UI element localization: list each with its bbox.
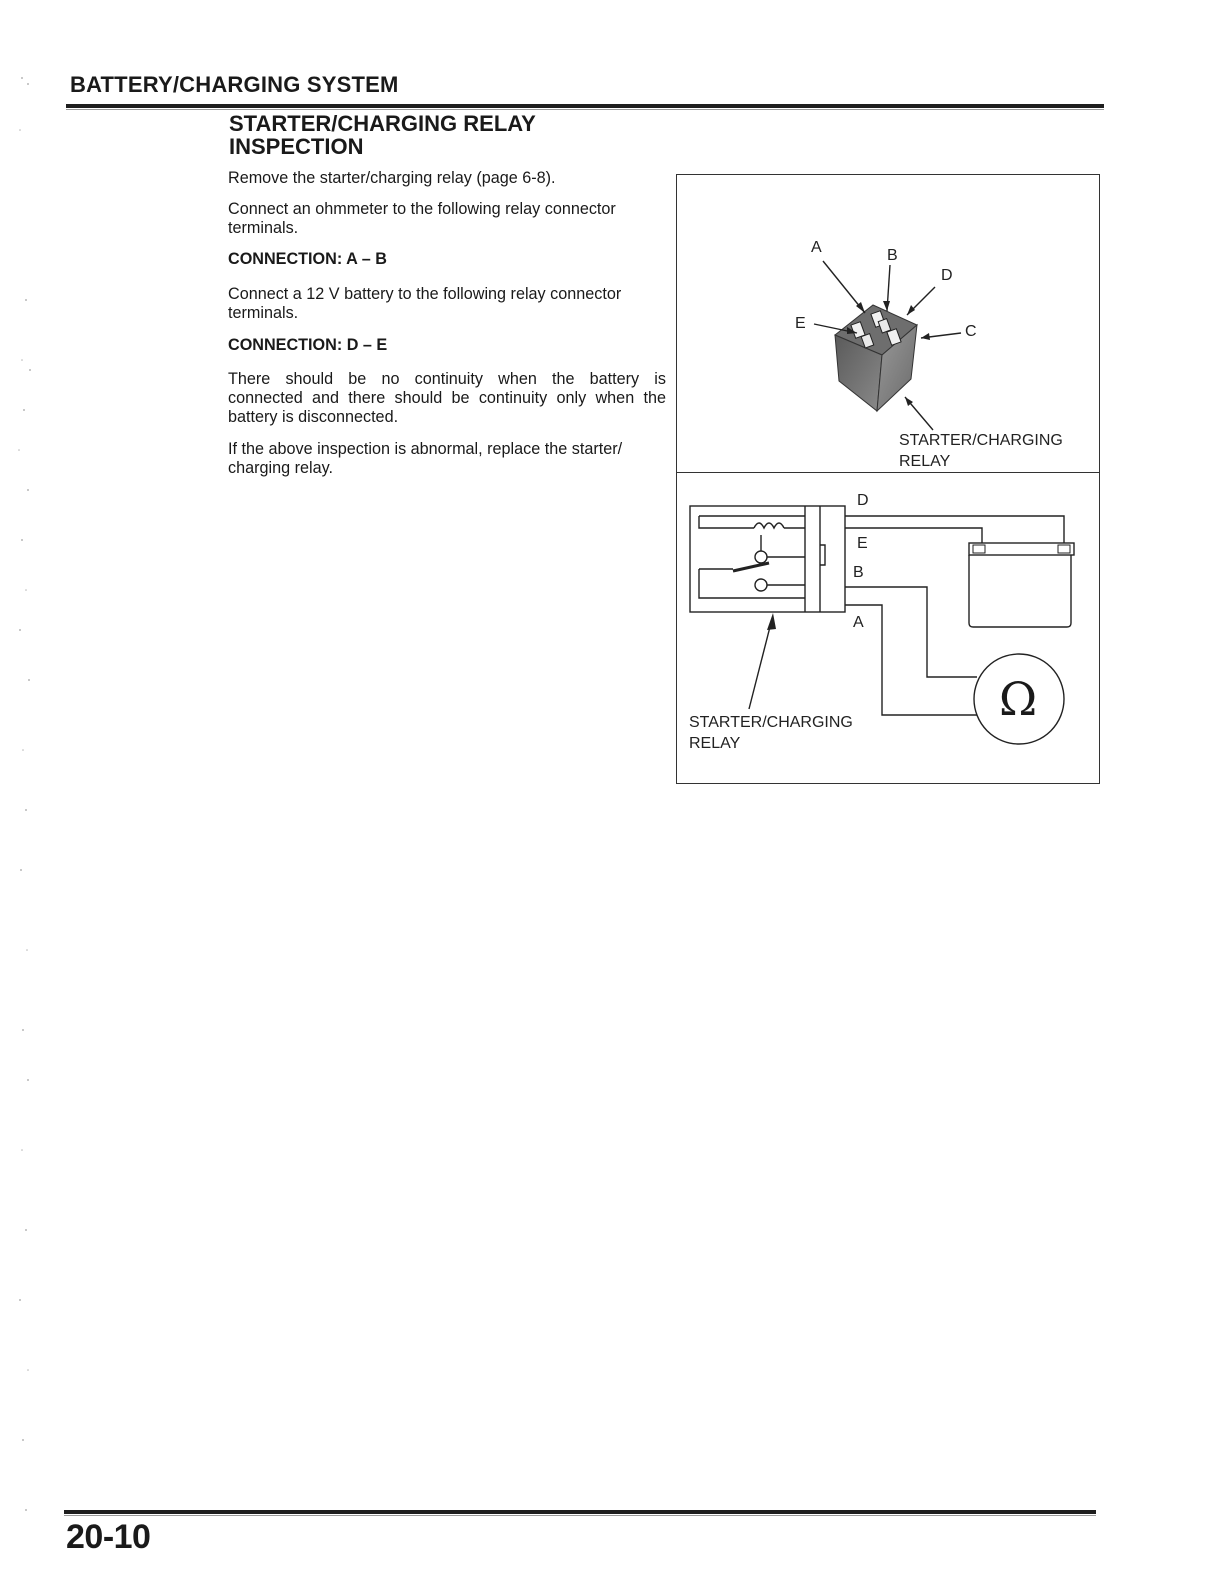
ohm-symbol: Ω [999, 672, 1038, 726]
replace-note [228, 440, 666, 478]
relay-caption-bottom-line1: STARTER/CHARGING [689, 714, 853, 731]
relay-caption-top [899, 430, 1063, 472]
footer-rule-thin [64, 1515, 1096, 1516]
caption-arrowhead [767, 613, 776, 630]
terminal-b-label: B [887, 247, 898, 264]
scan-margin-noise [14, 70, 38, 1550]
wire-d [845, 516, 1064, 543]
step-remove-relay: Remove the starter/charging relay (page 6-8). [228, 169, 556, 187]
switch-contact-lower [755, 579, 767, 591]
wire-a [845, 605, 977, 715]
replace-note-line2: charging relay. [228, 459, 333, 477]
step-connect-battery [228, 285, 666, 323]
battery-case [969, 555, 1071, 627]
step-connect-ohmmeter [228, 200, 666, 238]
terminal-a-label: A [811, 239, 822, 256]
continuity-note-line3: battery is disconnected. [228, 408, 399, 426]
schematic-terminal-b: B [853, 564, 864, 581]
page-number: 20-10 [66, 1518, 151, 1556]
page-title-line2: INSPECTION [229, 134, 364, 159]
relay-caption-top-line2: RELAY [899, 453, 951, 470]
relay-caption-bottom [689, 712, 853, 754]
connection-d-e: CONNECTION: D – E [228, 336, 388, 354]
terminal-d-label: D [941, 267, 953, 284]
switch-blade [733, 563, 769, 571]
relay-housing [690, 506, 845, 612]
wire-b [845, 587, 977, 677]
section-header: BATTERY/CHARGING SYSTEM [70, 72, 399, 97]
replace-note-line1: If the above inspection is abnormal, replace the starter/ [228, 440, 623, 458]
schematic-terminal-a: A [853, 614, 864, 631]
coil-wire [699, 516, 754, 528]
switch-contact-upper [755, 551, 767, 563]
step-connect-battery-line2: terminals. [228, 304, 299, 322]
connection-a-b: CONNECTION: A – B [228, 250, 387, 268]
header-rule-thin [66, 109, 1104, 110]
footer-rule [64, 1510, 1096, 1514]
relay-illustration [677, 175, 1099, 471]
schematic-terminal-e: E [857, 535, 868, 552]
relay-coil [754, 523, 784, 528]
schematic-terminal-d: D [857, 492, 869, 509]
step-connect-ohmmeter-line2: terminals. [228, 219, 299, 237]
relay-caption-bottom-line2: RELAY [689, 735, 741, 752]
header-rule [66, 104, 1104, 108]
relay-caption-top-line1: STARTER/CHARGING [899, 432, 1063, 449]
step-connect-ohmmeter-line1: Connect an ohmmeter to the following relay connector [228, 200, 616, 218]
terminal-c-label: C [965, 323, 977, 340]
continuity-note-line1: There should be no continuity when the battery is [228, 370, 666, 388]
continuity-note-line2: connected and there should be continuity only when the [228, 389, 666, 407]
terminal-e-label: E [795, 315, 806, 332]
continuity-note [228, 370, 666, 427]
page-title-line1: STARTER/CHARGING RELAY [229, 111, 536, 136]
relay-body [835, 305, 917, 411]
page-title [229, 112, 536, 158]
step-connect-battery-line1: Connect a 12 V battery to the following relay connector [228, 285, 622, 303]
